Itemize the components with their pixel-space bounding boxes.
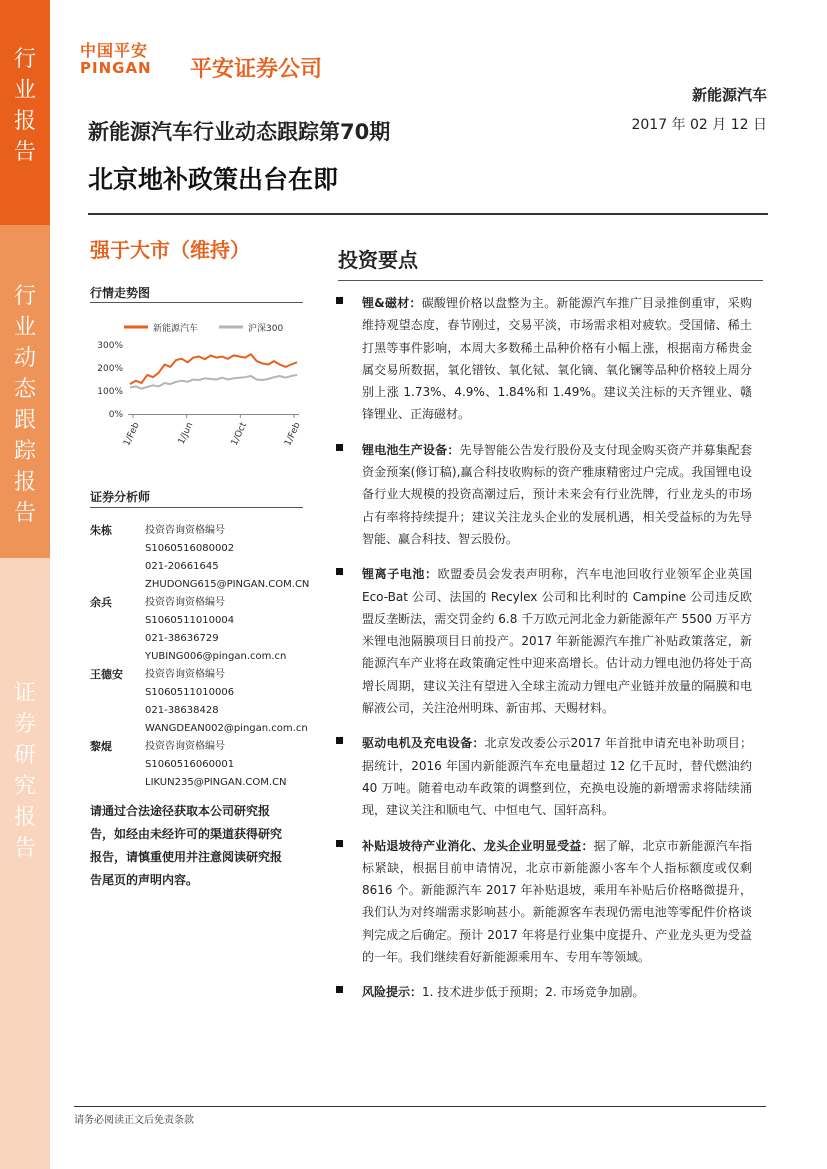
analyst-entry xyxy=(90,738,310,792)
report-date: 2017 年 02 月 12 日 xyxy=(631,117,767,133)
pingan-logo xyxy=(80,42,152,76)
analyst-entry xyxy=(90,666,310,738)
x-tick-label: 1/Feb xyxy=(283,421,303,448)
investment-points xyxy=(336,292,752,1017)
bullet-square-icon xyxy=(336,981,362,1003)
investment-point-head: 风险提示： xyxy=(362,985,423,1000)
investment-point-text xyxy=(362,981,645,1003)
investment-point-text xyxy=(362,732,752,821)
analyst-name: 朱栋 xyxy=(90,524,112,537)
analyst-info xyxy=(145,594,286,666)
side-label-industry-report: 行业报告 xyxy=(13,47,36,165)
investment-point-text xyxy=(362,563,752,719)
analyst-info xyxy=(145,522,309,594)
investment-point-body: 欧盟委员会发表声明称，汽车电池回收行业领军企业英国Eco-Bat 公司、法国的 Recylex 公司和比利时的 Campine 公司违反欧盟反垄断法，需交罚金约 6.8 千万欧元河北金力新能源年产 5500 万平方米锂电池隔膜项目日前投产。2017 年新能源汽车推广补贴政策落定，新能源汽车产业将在政策确定性中迎来高增长。估计动力锂电池仍将处于高增长周期，建议关注有望进入全球主流动力锂电产业链并放量的隔膜和电解液公司，关注沧州明珠、新宙邦、天赐材料。 xyxy=(362,567,752,716)
bullet-square-icon xyxy=(336,292,362,426)
investment-point-body: 北京发改委公示2017 年首批申请充电补助项目；据统计，2016 年国内新能源汽车充电量超过 12 亿千瓦时，替代燃油约 40 万吨。随着电动车政策的调整到位，充换电设施的新增需求将陆续涌现，建议关注和顺电气、中恒电气、国轩高科。 xyxy=(362,736,752,818)
x-tick-label: 1/Jun xyxy=(176,421,196,446)
investment-point-text xyxy=(362,292,752,426)
analyst-section-title: 证券分析师 xyxy=(90,490,151,504)
side-strip xyxy=(0,0,50,1169)
analyst-license-number: S1060511010006 xyxy=(145,687,235,698)
page-title: 北京地补政策出台在即 xyxy=(88,165,339,194)
bullet-square-icon xyxy=(336,439,362,550)
bullet-square-icon xyxy=(336,563,362,719)
bullet-square-icon xyxy=(336,732,362,821)
analyst-name: 余兵 xyxy=(90,596,112,609)
analyst-email: YUBING006@pingan.com.cn xyxy=(145,651,287,662)
chart-legend xyxy=(124,322,283,334)
investment-point-body: 据了解，北京市新能源汽车指标紧缺，根据目前申请情况，北京市新能源小客车个人指标额度或仅剩 8616 个。新能源汽车 2017 年补贴退坡，乘用车补贴后价格略微提升，我们认为对终端需求影响甚小。新能源客车表现仍需电池等零配件价格谈判完成之后确定。预计 2017 年将是行业集中度提升、产业龙头更为受益的一年。我们继续看好新能源乘用车、专用车等领域。 xyxy=(362,838,752,965)
analyst-qualification-label: 投资咨询资格编号 xyxy=(145,741,225,752)
chart-svg xyxy=(86,312,311,470)
chart-section-title: 行情走势图 xyxy=(90,286,151,300)
analyst-name: 黎焜 xyxy=(90,740,112,753)
analyst-section-divider xyxy=(90,507,303,508)
investment-highlights-title: 投资要点 xyxy=(338,248,418,272)
investment-point-head: 锂离子电池： xyxy=(362,567,438,582)
analyst-list xyxy=(90,522,310,792)
analyst-license-number: S1060516060001 xyxy=(145,759,235,770)
header-divider xyxy=(88,213,768,215)
series-line-csi300 xyxy=(130,375,297,389)
analyst-entry xyxy=(90,522,310,594)
investment-point xyxy=(336,292,752,426)
legend-label-series-2: 沪深300 xyxy=(248,324,284,334)
analyst-qualification-label: 投资咨询资格编号 xyxy=(145,597,225,608)
logo-cn-text: 中国平安 xyxy=(80,41,149,60)
investment-point xyxy=(336,563,752,719)
series-title: 新能源汽车行业动态跟踪第70期 xyxy=(88,120,391,144)
footer-disclaimer-link: 请务必阅读正文后免责条款 xyxy=(74,1115,194,1126)
analyst-phone: 021-20661645 xyxy=(145,561,219,572)
analyst-qualification-label: 投资咨询资格编号 xyxy=(145,525,225,536)
company-name: 平安证券公司 xyxy=(190,57,323,82)
analyst-info xyxy=(145,738,287,792)
industry-label: 新能源汽车 xyxy=(691,86,767,104)
investment-point-body: 1. 技术进步低于预期；2. 市场竞争加剧。 xyxy=(422,985,645,1000)
market-trend-chart xyxy=(86,312,311,470)
bullet-square-icon xyxy=(336,835,362,969)
analyst-license-number: S1060516080002 xyxy=(145,543,235,554)
chart-section-divider xyxy=(90,302,303,303)
analyst-info xyxy=(145,666,308,738)
rating-label: 强于大市（维持） xyxy=(90,238,250,262)
analyst-email: WANGDEAN002@pingan.com.cn xyxy=(145,723,308,734)
side-strip-segment-tracking xyxy=(0,225,50,558)
investment-point-body: 碳酸锂价格以盘整为主。新能源汽车推广目录推倒重审，采购维持观望态度，春节刚过，交易平淡，市场需求相对疲软。受国储、稀土打黑等事件影响，本周大多数稀土品种价格有小幅上涨，根据南方稀贵金属交易所数据，氧化镨钕、氧化铽、氧化镝、氧化镧等品种价格较上周分别上涨 1.73%、4.9%、1.84%和 1.49%。建议关注标的天齐锂业、赣锋锂业、正海磁材。 xyxy=(362,296,752,422)
investment-point-head: 补贴退坡待产业消化、龙头企业明显受益： xyxy=(362,838,594,853)
x-tick-label: 1/Oct xyxy=(229,421,250,448)
footer-divider xyxy=(74,1106,766,1107)
side-label-securities-research: 证券研究报告 xyxy=(13,681,36,861)
side-strip-segment-research xyxy=(0,558,50,1169)
investment-point-head: 锂&磁材： xyxy=(362,296,422,310)
investment-point xyxy=(336,981,752,1003)
investment-point xyxy=(336,439,752,550)
investment-point-text xyxy=(362,439,752,550)
side-strip-segment-report xyxy=(0,0,50,225)
investment-point-body: 先导智能公告发行股份及支付现金购买资产并募集配套资金预案(修订稿),赢合科技收购标的资产雅康精密过户完成。我国锂电设备行业大规模的投资高潮过后，预计未来会有行业洗牌，行业龙头的市场占有率将持续提升；建议关注龙头企业的发展机遇，相关受益标的为先导智能、赢合科技、智云股份。 xyxy=(362,442,752,546)
side-label-tracking-report: 行业动态跟踪报告 xyxy=(13,284,36,526)
investment-point-head: 驱动电机及充电设备： xyxy=(362,736,485,751)
y-tick-label: 0% xyxy=(108,410,123,420)
analyst-license-number: S1060511010004 xyxy=(145,615,235,626)
x-tick-label: 1/Feb xyxy=(122,421,142,448)
logo-en-text: PINGAN xyxy=(80,59,152,77)
investment-point-text xyxy=(362,835,752,969)
analyst-phone: 021-38636729 xyxy=(145,633,219,644)
analyst-qualification-label: 投资咨询资格编号 xyxy=(145,669,225,680)
y-tick-label: 100% xyxy=(97,387,123,397)
analyst-email: ZHUDONG615@PINGAN.COM.CN xyxy=(145,579,310,590)
analyst-entry xyxy=(90,594,310,666)
y-tick-label: 200% xyxy=(97,364,123,374)
analyst-name: 王德安 xyxy=(90,668,123,681)
investment-point xyxy=(336,835,752,969)
analyst-phone: 021-38638428 xyxy=(145,705,219,716)
investment-point xyxy=(336,732,752,821)
chart-series xyxy=(130,354,297,389)
analyst-email: LIKUN235@PINGAN.COM.CN xyxy=(145,777,287,788)
investment-divider xyxy=(338,280,763,281)
legal-notice: 请通过合法途径获取本公司研究报告，如经由未经许可的渠道获得研究报告，请慎重使用并注意阅读研究报告尾页的声明内容。 xyxy=(90,804,283,887)
y-tick-label: 300% xyxy=(97,341,123,351)
legend-label-series-1: 新能源汽车 xyxy=(153,324,199,334)
investment-point-head: 锂电池生产设备： xyxy=(362,442,460,457)
